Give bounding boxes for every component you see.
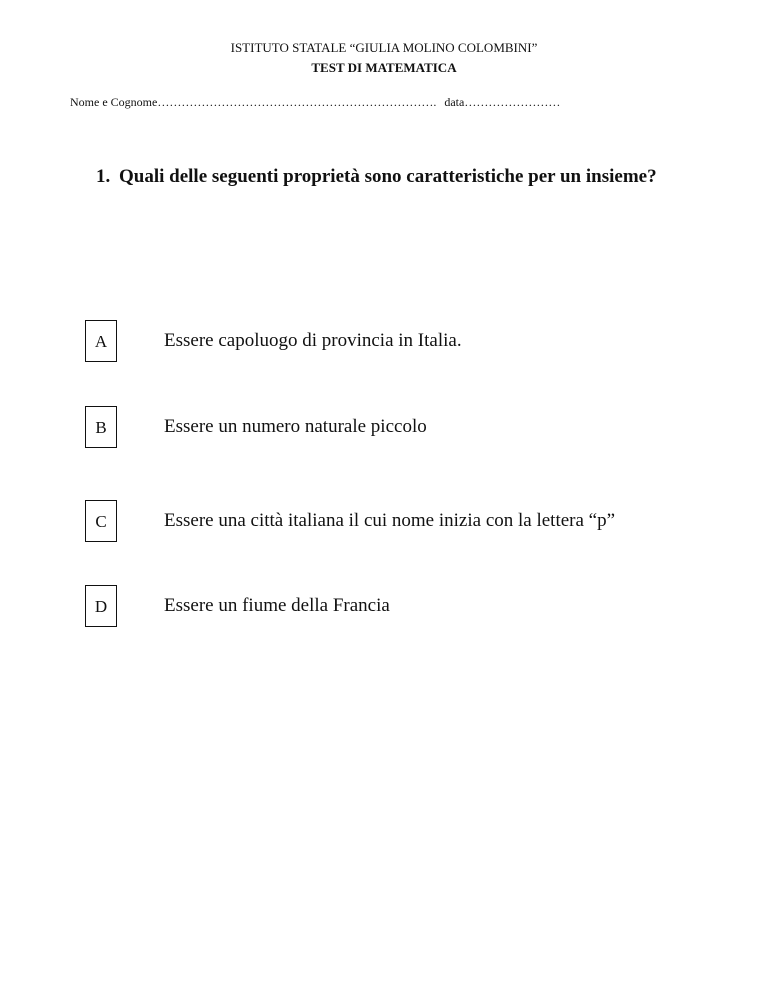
- option-a-box[interactable]: A: [85, 320, 117, 362]
- question: [96, 155, 696, 199]
- option-d-text: Essere un fiume della Francia: [164, 595, 390, 616]
- test-title: TEST DI MATEMATICA: [311, 60, 457, 75]
- student-info-line: [70, 95, 560, 110]
- question-text: Quali delle seguenti proprietà sono caratteristiche per un insieme?: [119, 166, 657, 187]
- name-field[interactable]: Nome e Cognome…………………………………………………………….: [70, 95, 437, 109]
- option-c-box[interactable]: C: [85, 500, 117, 542]
- option-b-box[interactable]: B: [85, 406, 117, 448]
- option-a[interactable]: [85, 320, 725, 364]
- option-c[interactable]: [85, 500, 725, 544]
- option-c-text: Essere una città italiana il cui nome inizia con la lettera “p”: [164, 510, 616, 531]
- option-d-box[interactable]: D: [85, 585, 117, 627]
- option-a-text: Essere capoluogo di provincia in Italia.: [164, 330, 462, 351]
- option-b[interactable]: [85, 406, 725, 450]
- option-b-text: Essere un numero naturale piccolo: [164, 416, 427, 437]
- school-name: ISTITUTO STATALE “GIULIA MOLINO COLOMBINI”: [230, 40, 538, 55]
- date-field[interactable]: data……………………: [444, 95, 561, 109]
- option-d[interactable]: [85, 585, 725, 629]
- question-number: 1.: [96, 166, 111, 187]
